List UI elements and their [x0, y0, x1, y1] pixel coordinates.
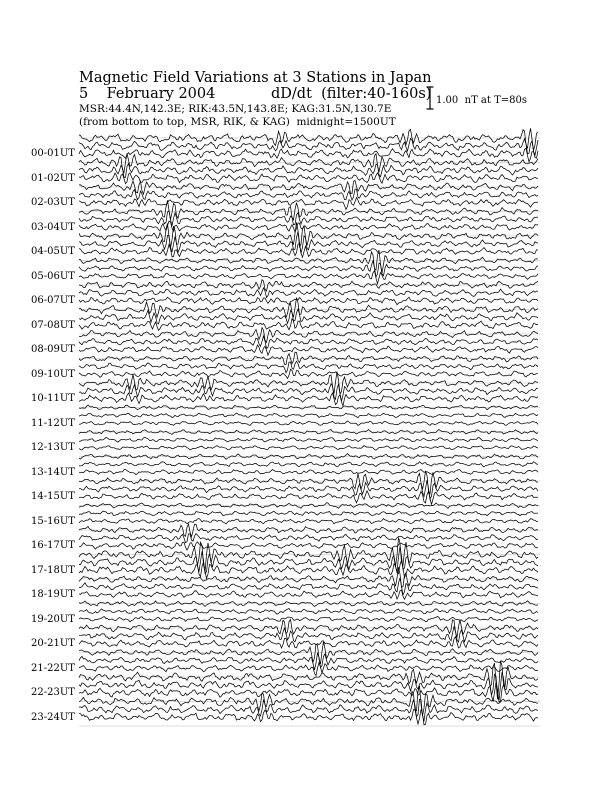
waveform-trace-rik — [79, 672, 538, 701]
waveform-trace-rik — [79, 288, 538, 298]
scale-label: 1.00 nT at T=80s — [436, 95, 527, 106]
station-order-note: (from bottom to top, MSR, RIK, & KAG) midnight=1500UT — [79, 116, 396, 128]
hour-label: 01-02UT — [31, 172, 75, 184]
waveform-trace-msr — [79, 421, 538, 426]
hour-label: 06-07UT — [31, 295, 75, 306]
waveform-trace-kag — [79, 619, 538, 637]
waveform-trace-rik — [79, 462, 538, 467]
waveform-trace-kag — [79, 250, 538, 273]
waveform-trace-msr — [79, 519, 538, 524]
waveform-trace-rik — [79, 336, 538, 349]
waveform-trace-rik — [79, 413, 538, 418]
waveform-trace-rik — [79, 163, 538, 177]
waveform-trace-msr — [79, 590, 538, 599]
waveform-trace-kag — [79, 128, 538, 150]
hour-label: 02-03UT — [31, 197, 75, 208]
waveform-trace-msr — [79, 446, 538, 451]
hour-label: 18-19UT — [31, 589, 75, 600]
waveform-trace-msr — [79, 393, 538, 406]
hour-label: 11-12UT — [31, 417, 75, 429]
waveform-trace-msr — [79, 491, 538, 505]
hour-label: 03-04UT — [31, 221, 75, 233]
hour-label: 00-01UT — [31, 148, 75, 159]
waveform-trace-kag — [79, 280, 538, 291]
waveform-trace-msr — [79, 345, 538, 355]
waveform-trace-msr — [79, 319, 538, 331]
chart-title: Magnetic Field Variations at 3 Stations in Japan — [79, 70, 432, 86]
hour-label: 23-24UT — [31, 711, 75, 723]
waveform-trace-kag — [79, 298, 538, 318]
waveform-trace-rik — [79, 609, 538, 615]
hour-label: 10-11UT — [31, 393, 75, 404]
hour-label: 14-15UT — [31, 491, 75, 502]
waveform-trace-msr — [79, 369, 538, 378]
waveform-trace-msr — [79, 637, 538, 648]
waveform-trace-rik — [79, 511, 538, 516]
hour-label: 20-21UT — [31, 638, 75, 649]
waveform-trace-msr — [79, 244, 538, 258]
waveform-trace-msr — [79, 221, 538, 232]
component-filter: dD/dt (filter:40-160s) — [271, 86, 432, 102]
observation-date: 5 February 2004 — [79, 86, 216, 102]
waveform-trace-msr — [79, 470, 538, 475]
hour-label: 17-18UT — [31, 564, 75, 576]
station-coordinates: MSR:44.4N,142.3E; RIK:43.5N,143.8E; KAG:31.5N,130.7E — [79, 103, 392, 115]
hour-label: 05-06UT — [31, 270, 75, 282]
waveform-trace-kag — [79, 200, 538, 220]
waveform-trace-msr — [79, 682, 538, 702]
waveform-trace-rik — [79, 534, 538, 543]
hour-label: 22-23UT — [31, 687, 75, 698]
hour-label: 13-14UT — [31, 466, 75, 478]
waveform-trace-msr — [79, 297, 538, 305]
waveform-trace-msr — [79, 616, 538, 622]
waveform-trace-msr — [79, 542, 538, 550]
hour-label: 21-22UT — [31, 662, 75, 674]
hour-label: 04-05UT — [31, 246, 75, 257]
hour-label: 19-20UT — [31, 613, 75, 625]
waveform-trace-msr — [79, 271, 538, 284]
hour-label: 08-09UT — [31, 344, 75, 355]
waveform-trace-msr — [79, 173, 538, 184]
hour-label: 07-08UT — [31, 319, 75, 331]
waveform-trace-rik — [79, 361, 538, 373]
waveform-trace-msr — [79, 198, 538, 210]
waveform-trace-rik — [79, 437, 538, 442]
hour-label: 15-16UT — [31, 515, 75, 527]
hour-label: 12-13UT — [31, 442, 75, 453]
waveform-trace-kag — [79, 328, 538, 343]
hour-label: 16-17UT — [31, 540, 75, 551]
waveform-trace-rik — [79, 189, 538, 200]
hour-label: 09-10UT — [31, 368, 75, 380]
waveform-trace-kag — [79, 524, 538, 537]
waveform-trace-kag — [79, 503, 538, 509]
